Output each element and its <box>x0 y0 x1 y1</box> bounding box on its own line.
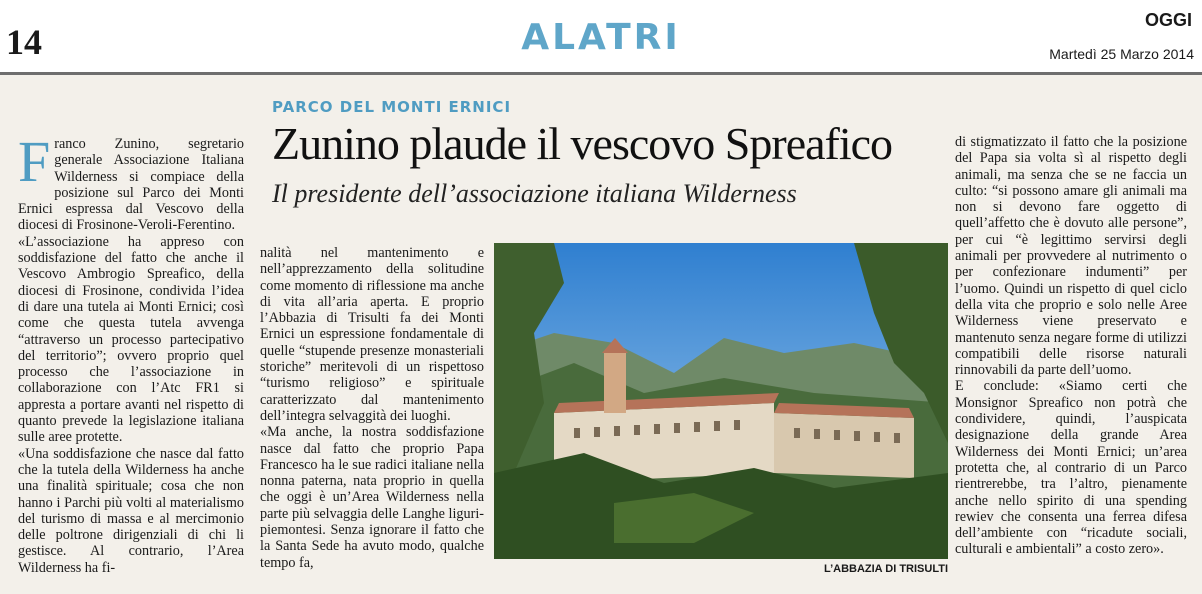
article-column-1 <box>18 129 244 576</box>
lead-paragraph: ranco Zunino, segretario generale Associazione Italiana Wilderness si compiace della posizione sul Parco dei Monti Ernici espressa dal Vescovo della diocesi di Frosinone-Veroli-Ferentino. <box>18 136 244 234</box>
abbey-photo <box>494 243 948 559</box>
paragraph: «Ma anche, la nostra soddisfazione nasce dal fatto che proprio Papa Francesco ha le sue radici italiane nella nonna paterna, nata proprio in quella che oggi è un’Area Wilderness nella parte più selvaggia delle Langhe liguri-piemontesi. Senza ignorare il fatto che la Santa Sede ha avuto modo, qualche tempo fa, <box>260 424 484 571</box>
issue-date: Martedì 25 Marzo 2014 <box>1049 46 1194 62</box>
section-title: ALATRI <box>521 17 681 58</box>
photo-caption: L’ABBAZIA DI TRISULTI <box>823 563 948 575</box>
newspaper-name: OGGI <box>1144 10 1192 30</box>
paragraph: di stigmatizzato il fatto che la posizione del Papa sia volta sì al rispetto degli animali, ma senza che se ne faccia un culto: “si possono amare gli animali ma non si devono fare oggetto di quell’affetto che è dovuto alle persone”, per cui “è legittimo servirsi degli animali per provvedere al nutrimento o per confezionare indumenti” per l’uomo. Quindi un rispetto di quel ciclo della vita che proprio e solo nelle Aree Wilderness viene preservato e mantenuto senza negare forme di utilizzi compatibili delle risorse naturali rinnovabili da parte dell’uomo. <box>955 134 1187 379</box>
paragraph: «Una soddisfazione che nasce dal fatto che la tutela della Wilderness ha anche una finalità spirituale; cosa che non hanno i Parchi più volti al materialismo del turismo di massa e al mercimonio delle poltrone dirigenziali di chi li gestisce. Al contrario, l’Area Wilderness ha fi- <box>18 445 244 576</box>
article-subhead: Il presidente dell’associazione italiana Wilderness <box>272 179 797 208</box>
paragraph: «L’associazione ha appreso con soddisfazione del fatto che anche il Vescovo Ambrogio Spreafico, della diocesi di Frosinone, condivida l’idea di dare una tutela ai Monti Ernici; così come che questa tutela avvenga “attraverso un processo partecipativo del territorio”; ovvero proprio quel processo che l’associazione in collaborazione con l’Atc FR1 si appresta a portare avanti nel rispetto di quanto prevede la legislazione italiana sulle aree protette. <box>18 233 244 446</box>
article-column-2 <box>260 245 484 571</box>
page-number: 14 <box>6 22 42 62</box>
page-header <box>0 0 1202 75</box>
article-kicker: PARCO DEL MONTI ERNICI <box>272 98 512 116</box>
drop-cap: F <box>18 129 51 194</box>
paragraph: nalità nel mantenimento e nell’apprezzamento della solitudine come momento di riflessione ma anche di vita all’aria aperta. E proprio l’Abbazia di Trisulti fa dei Monti Ernici un espressione fondamentale di quelle “stupende presenze monasteriali storiche” meritevoli di un rispettoso “turismo religioso” e spirituale caratterizzato dal mantenimento dell’integra selvaggità dei luoghi. <box>260 245 484 424</box>
article-column-3 <box>955 134 1187 558</box>
paragraph: E conclude: «Siamo certi che Monsignor Spreafico non potrà che condividere, quindi, l’auspicata designazione della grande Area Wilderness dei Monti Ernici; un’area protetta che, al contrario di un Parco rientrerebbe, tra l’altro, pienamente anche nello spirito di una spending rewiev che consenta una ferrea difesa dell’ambiente con “ricadute sociali, culturali e ambientali” a costo zero». <box>955 378 1187 558</box>
article-headline: Zunino plaude il vescovo Spreafico <box>272 118 893 169</box>
